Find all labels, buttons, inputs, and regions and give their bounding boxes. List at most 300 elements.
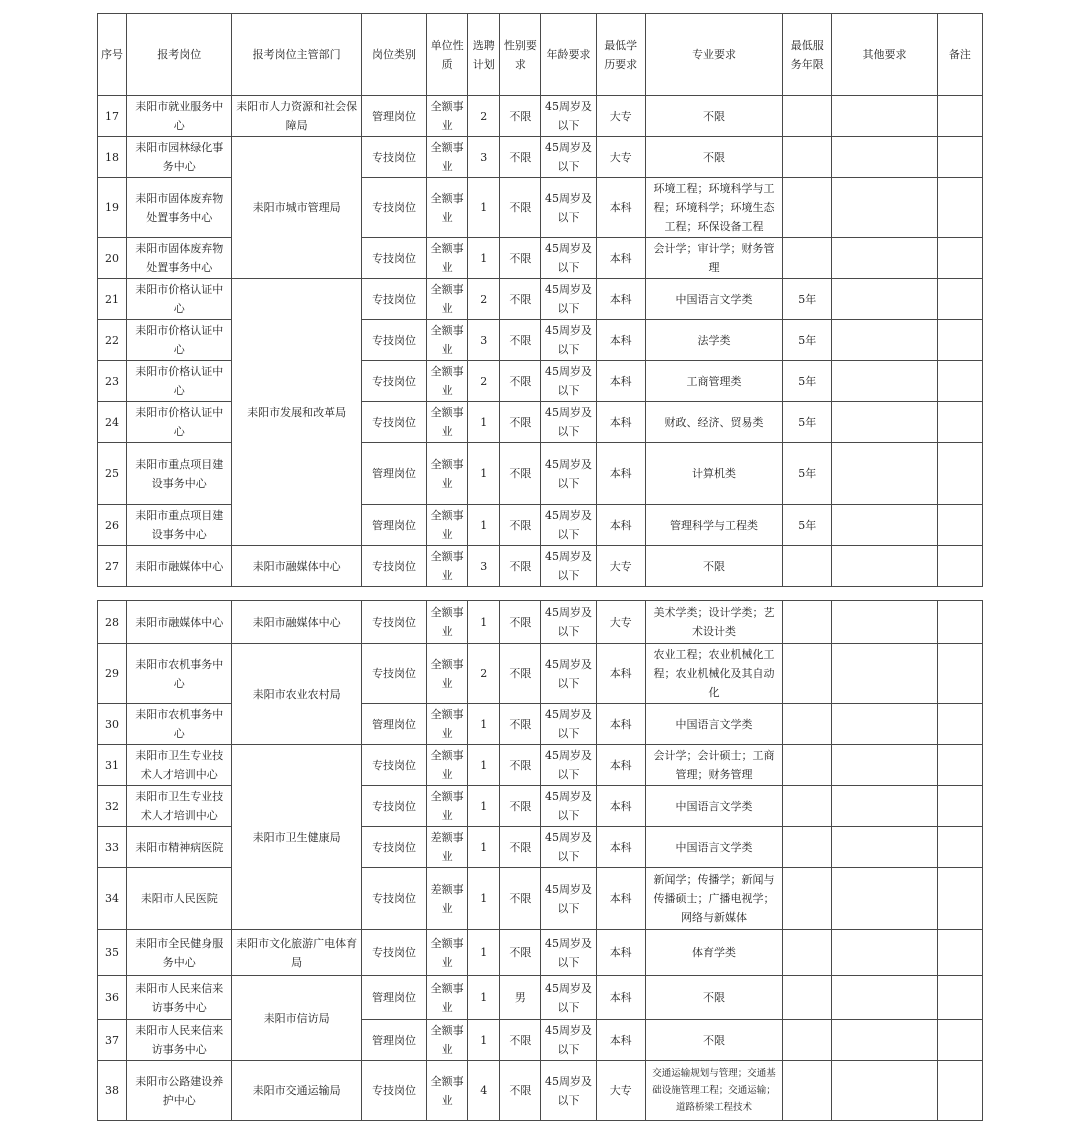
- cell-edu: 本科: [596, 868, 645, 930]
- cell-major: 农业工程；农业机械化工程；农业机械化及其自动化: [645, 644, 782, 704]
- header-cell: 报考岗位: [127, 14, 232, 96]
- cell-gender: 不限: [500, 745, 541, 786]
- cell-note: [937, 238, 982, 279]
- cell-type: 专技岗位: [361, 786, 426, 827]
- cell-other: [832, 402, 937, 443]
- cell-dept: 耒阳市交通运输局: [232, 1061, 361, 1121]
- cell-edu: 本科: [596, 361, 645, 402]
- cell-dept: 耒阳市融媒体中心: [232, 601, 361, 644]
- cell-type: 专技岗位: [361, 1061, 426, 1121]
- cell-service: [783, 786, 832, 827]
- cell-nature: 全额事业: [427, 96, 468, 137]
- cell-type: 管理岗位: [361, 1020, 426, 1061]
- cell-plan: 1: [468, 402, 500, 443]
- cell-type: 专技岗位: [361, 320, 426, 361]
- cell-no: 22: [98, 320, 127, 361]
- header-cell: 最低学历要求: [596, 14, 645, 96]
- cell-nature: 全额事业: [427, 1020, 468, 1061]
- cell-gender: 不限: [500, 546, 541, 587]
- cell-age: 45周岁及以下: [541, 976, 596, 1020]
- cell-other: [832, 279, 937, 320]
- cell-gender: 不限: [500, 137, 541, 178]
- cell-nature: 全额事业: [427, 546, 468, 587]
- cell-no: 34: [98, 868, 127, 930]
- cell-post: 耒阳市公路建设养护中心: [127, 1061, 232, 1121]
- cell-edu: 大专: [596, 96, 645, 137]
- cell-service: 5年: [783, 443, 832, 505]
- cell-major: 中国语言文学类: [645, 704, 782, 745]
- header-cell: 其他要求: [832, 14, 937, 96]
- cell-nature: 全额事业: [427, 745, 468, 786]
- cell-note: [937, 704, 982, 745]
- cell-note: [937, 1061, 982, 1121]
- cell-note: [937, 546, 982, 587]
- cell-post: 耒阳市就业服务中心: [127, 96, 232, 137]
- cell-plan: 1: [468, 745, 500, 786]
- cell-plan: 1: [468, 930, 500, 976]
- cell-service: [783, 1061, 832, 1121]
- cell-service: 5年: [783, 320, 832, 361]
- cell-note: [937, 976, 982, 1020]
- header-cell: 报考岗位主管部门: [232, 14, 361, 96]
- cell-edu: 本科: [596, 704, 645, 745]
- cell-no: 19: [98, 178, 127, 238]
- cell-service: [783, 827, 832, 868]
- cell-service: [783, 644, 832, 704]
- cell-post: 耒阳市价格认证中心: [127, 361, 232, 402]
- cell-major: 不限: [645, 546, 782, 587]
- cell-service: [783, 601, 832, 644]
- cell-post: 耒阳市精神病医院: [127, 827, 232, 868]
- cell-type: 专技岗位: [361, 546, 426, 587]
- table-row: [98, 505, 983, 546]
- cell-no: 32: [98, 786, 127, 827]
- cell-gender: 不限: [500, 786, 541, 827]
- cell-type: 专技岗位: [361, 238, 426, 279]
- cell-type: 专技岗位: [361, 644, 426, 704]
- cell-age: 45周岁及以下: [541, 96, 596, 137]
- cell-gender: 不限: [500, 96, 541, 137]
- cell-note: [937, 361, 982, 402]
- cell-nature: 全额事业: [427, 930, 468, 976]
- cell-service: [783, 704, 832, 745]
- cell-other: [832, 976, 937, 1020]
- cell-nature: 全额事业: [427, 178, 468, 238]
- cell-post: 耒阳市价格认证中心: [127, 320, 232, 361]
- cell-post: 耒阳市价格认证中心: [127, 402, 232, 443]
- cell-nature: 差额事业: [427, 868, 468, 930]
- cell-edu: 本科: [596, 1020, 645, 1061]
- cell-service: [783, 238, 832, 279]
- cell-gender: 不限: [500, 827, 541, 868]
- cell-post: 耒阳市融媒体中心: [127, 601, 232, 644]
- cell-note: [937, 1020, 982, 1061]
- cell-age: 45周岁及以下: [541, 443, 596, 505]
- cell-service: [783, 96, 832, 137]
- cell-nature: 全额事业: [427, 443, 468, 505]
- recruitment-table-part-1: [97, 13, 983, 587]
- cell-major: 不限: [645, 1020, 782, 1061]
- cell-no: 27: [98, 546, 127, 587]
- cell-age: 45周岁及以下: [541, 178, 596, 238]
- recruitment-table-part-2: [97, 600, 983, 1121]
- cell-gender: 不限: [500, 644, 541, 704]
- cell-nature: 全额事业: [427, 644, 468, 704]
- cell-no: 26: [98, 505, 127, 546]
- table-row: [98, 644, 983, 704]
- cell-post: 耒阳市人民医院: [127, 868, 232, 930]
- cell-plan: 1: [468, 505, 500, 546]
- cell-major: 不限: [645, 137, 782, 178]
- cell-type: 专技岗位: [361, 361, 426, 402]
- cell-note: [937, 178, 982, 238]
- cell-edu: 大专: [596, 546, 645, 587]
- cell-service: [783, 976, 832, 1020]
- cell-note: [937, 320, 982, 361]
- cell-nature: 差额事业: [427, 827, 468, 868]
- cell-edu: 本科: [596, 443, 645, 505]
- header-cell: 序号: [98, 14, 127, 96]
- cell-edu: 本科: [596, 178, 645, 238]
- cell-edu: 本科: [596, 279, 645, 320]
- cell-age: 45周岁及以下: [541, 1020, 596, 1061]
- header-cell: 专业要求: [645, 14, 782, 96]
- table-row: [98, 827, 983, 868]
- cell-post: 耒阳市重点项目建设事务中心: [127, 443, 232, 505]
- cell-major: 计算机类: [645, 443, 782, 505]
- cell-other: [832, 1061, 937, 1121]
- cell-edu: 本科: [596, 976, 645, 1020]
- cell-nature: 全额事业: [427, 786, 468, 827]
- table-row: [98, 601, 983, 644]
- cell-other: [832, 320, 937, 361]
- cell-other: [832, 704, 937, 745]
- cell-major: 美术学类；设计学类；艺术设计类: [645, 601, 782, 644]
- cell-other: [832, 1020, 937, 1061]
- cell-edu: 本科: [596, 402, 645, 443]
- cell-type: 专技岗位: [361, 279, 426, 320]
- table-row: [98, 786, 983, 827]
- cell-gender: 不限: [500, 868, 541, 930]
- cell-other: [832, 238, 937, 279]
- cell-type: 管理岗位: [361, 505, 426, 546]
- cell-no: 29: [98, 644, 127, 704]
- cell-gender: 不限: [500, 279, 541, 320]
- cell-major: 中国语言文学类: [645, 827, 782, 868]
- cell-other: [832, 601, 937, 644]
- cell-plan: 1: [468, 443, 500, 505]
- cell-plan: 2: [468, 644, 500, 704]
- cell-major: 会计学；会计硕士；工商管理；财务管理: [645, 745, 782, 786]
- cell-edu: 本科: [596, 238, 645, 279]
- cell-post: 耒阳市重点项目建设事务中心: [127, 505, 232, 546]
- table-row: [98, 137, 983, 178]
- table-row: [98, 868, 983, 930]
- header-cell: 最低服务年限: [783, 14, 832, 96]
- cell-post: 耒阳市人民来信来访事务中心: [127, 1020, 232, 1061]
- cell-plan: 1: [468, 786, 500, 827]
- cell-no: 30: [98, 704, 127, 745]
- cell-nature: 全额事业: [427, 1061, 468, 1121]
- cell-service: [783, 745, 832, 786]
- cell-nature: 全额事业: [427, 137, 468, 178]
- cell-gender: 不限: [500, 178, 541, 238]
- cell-edu: 本科: [596, 930, 645, 976]
- cell-gender: 不限: [500, 930, 541, 976]
- cell-nature: 全额事业: [427, 704, 468, 745]
- cell-plan: 1: [468, 178, 500, 238]
- cell-edu: 本科: [596, 827, 645, 868]
- cell-dept: 耒阳市人力资源和社会保障局: [232, 96, 361, 137]
- cell-nature: 全额事业: [427, 976, 468, 1020]
- cell-major: 管理科学与工程类: [645, 505, 782, 546]
- cell-no: 36: [98, 976, 127, 1020]
- cell-post: 耒阳市全民健身服务中心: [127, 930, 232, 976]
- table-row: [98, 745, 983, 786]
- cell-age: 45周岁及以下: [541, 1061, 596, 1121]
- cell-plan: 1: [468, 601, 500, 644]
- cell-edu: 本科: [596, 786, 645, 827]
- cell-note: [937, 505, 982, 546]
- cell-dept: 耒阳市农业农村局: [232, 644, 361, 745]
- cell-age: 45周岁及以下: [541, 546, 596, 587]
- cell-nature: 全额事业: [427, 238, 468, 279]
- header-cell: 备注: [937, 14, 982, 96]
- cell-post: 耒阳市园林绿化事务中心: [127, 137, 232, 178]
- cell-post: 耒阳市农机事务中心: [127, 644, 232, 704]
- cell-other: [832, 786, 937, 827]
- cell-age: 45周岁及以下: [541, 601, 596, 644]
- cell-gender: 男: [500, 976, 541, 1020]
- cell-edu: 大专: [596, 601, 645, 644]
- cell-other: [832, 443, 937, 505]
- cell-service: 5年: [783, 505, 832, 546]
- cell-other: [832, 930, 937, 976]
- header-cell: 单位性质: [427, 14, 468, 96]
- cell-no: 35: [98, 930, 127, 976]
- cell-age: 45周岁及以下: [541, 238, 596, 279]
- table-row: [98, 361, 983, 402]
- cell-note: [937, 786, 982, 827]
- cell-note: [937, 402, 982, 443]
- cell-major: 交通运输规划与管理；交通基础设施管理工程；交通运输；道路桥梁工程技术: [645, 1061, 782, 1121]
- header-cell: 岗位类别: [361, 14, 426, 96]
- cell-major: 中国语言文学类: [645, 279, 782, 320]
- cell-gender: 不限: [500, 1061, 541, 1121]
- cell-type: 专技岗位: [361, 178, 426, 238]
- cell-post: 耒阳市固体废弃物处置事务中心: [127, 238, 232, 279]
- header-cell: 年龄要求: [541, 14, 596, 96]
- cell-edu: 大专: [596, 137, 645, 178]
- cell-service: [783, 930, 832, 976]
- header-cell: 选聘计划: [468, 14, 500, 96]
- cell-other: [832, 361, 937, 402]
- table-row: [98, 546, 983, 587]
- cell-other: [832, 505, 937, 546]
- cell-age: 45周岁及以下: [541, 745, 596, 786]
- cell-age: 45周岁及以下: [541, 868, 596, 930]
- cell-edu: 本科: [596, 320, 645, 361]
- cell-type: 专技岗位: [361, 745, 426, 786]
- cell-type: 专技岗位: [361, 827, 426, 868]
- cell-nature: 全额事业: [427, 320, 468, 361]
- cell-dept: 耒阳市城市管理局: [232, 137, 361, 279]
- cell-note: [937, 930, 982, 976]
- cell-dept: 耒阳市融媒体中心: [232, 546, 361, 587]
- cell-note: [937, 745, 982, 786]
- cell-post: 耒阳市人民来信来访事务中心: [127, 976, 232, 1020]
- cell-dept: 耒阳市卫生健康局: [232, 745, 361, 930]
- cell-nature: 全额事业: [427, 279, 468, 320]
- cell-plan: 2: [468, 96, 500, 137]
- cell-age: 45周岁及以下: [541, 320, 596, 361]
- cell-no: 33: [98, 827, 127, 868]
- cell-type: 管理岗位: [361, 976, 426, 1020]
- cell-service: [783, 1020, 832, 1061]
- cell-age: 45周岁及以下: [541, 361, 596, 402]
- cell-other: [832, 546, 937, 587]
- table-row: [98, 1061, 983, 1121]
- cell-major: 中国语言文学类: [645, 786, 782, 827]
- cell-plan: 2: [468, 279, 500, 320]
- cell-plan: 1: [468, 827, 500, 868]
- cell-major: 环境工程；环境科学与工程；环境科学；环境生态工程；环保设备工程: [645, 178, 782, 238]
- table-row: [98, 443, 983, 505]
- cell-no: 21: [98, 279, 127, 320]
- cell-plan: 3: [468, 546, 500, 587]
- cell-other: [832, 745, 937, 786]
- table-row: [98, 930, 983, 976]
- cell-type: 专技岗位: [361, 930, 426, 976]
- cell-major: 财政、经济、贸易类: [645, 402, 782, 443]
- cell-no: 17: [98, 96, 127, 137]
- cell-major: 不限: [645, 976, 782, 1020]
- cell-no: 20: [98, 238, 127, 279]
- cell-dept: 耒阳市文化旅游广电体育局: [232, 930, 361, 976]
- cell-post: 耒阳市固体废弃物处置事务中心: [127, 178, 232, 238]
- cell-service: 5年: [783, 361, 832, 402]
- cell-gender: 不限: [500, 505, 541, 546]
- cell-post: 耒阳市价格认证中心: [127, 279, 232, 320]
- cell-type: 专技岗位: [361, 868, 426, 930]
- cell-other: [832, 868, 937, 930]
- table-row: [98, 1020, 983, 1061]
- cell-type: 专技岗位: [361, 137, 426, 178]
- cell-gender: 不限: [500, 402, 541, 443]
- table-row: [98, 976, 983, 1020]
- cell-gender: 不限: [500, 601, 541, 644]
- cell-other: [832, 137, 937, 178]
- cell-age: 45周岁及以下: [541, 704, 596, 745]
- cell-note: [937, 644, 982, 704]
- cell-plan: 1: [468, 976, 500, 1020]
- cell-plan: 1: [468, 868, 500, 930]
- header-cell: 性别要求: [500, 14, 541, 96]
- cell-major: 会计学；审计学；财务管理: [645, 238, 782, 279]
- cell-post: 耒阳市卫生专业技术人才培训中心: [127, 745, 232, 786]
- cell-plan: 3: [468, 137, 500, 178]
- cell-no: 31: [98, 745, 127, 786]
- cell-dept: 耒阳市发展和改革局: [232, 279, 361, 546]
- cell-major: 新闻学；传播学；新闻与传播硕士；广播电视学；网络与新媒体: [645, 868, 782, 930]
- cell-service: 5年: [783, 279, 832, 320]
- cell-age: 45周岁及以下: [541, 644, 596, 704]
- cell-service: [783, 178, 832, 238]
- cell-note: [937, 827, 982, 868]
- cell-service: [783, 868, 832, 930]
- cell-plan: 1: [468, 1020, 500, 1061]
- cell-no: 38: [98, 1061, 127, 1121]
- cell-gender: 不限: [500, 361, 541, 402]
- cell-no: 18: [98, 137, 127, 178]
- table-row: [98, 320, 983, 361]
- cell-type: 管理岗位: [361, 704, 426, 745]
- cell-edu: 大专: [596, 1061, 645, 1121]
- cell-plan: 4: [468, 1061, 500, 1121]
- cell-age: 45周岁及以下: [541, 786, 596, 827]
- cell-service: 5年: [783, 402, 832, 443]
- cell-no: 24: [98, 402, 127, 443]
- cell-other: [832, 827, 937, 868]
- cell-type: 管理岗位: [361, 96, 426, 137]
- cell-gender: 不限: [500, 320, 541, 361]
- cell-edu: 本科: [596, 644, 645, 704]
- cell-nature: 全额事业: [427, 361, 468, 402]
- cell-other: [832, 96, 937, 137]
- cell-note: [937, 96, 982, 137]
- cell-type: 管理岗位: [361, 443, 426, 505]
- cell-post: 耒阳市卫生专业技术人才培训中心: [127, 786, 232, 827]
- cell-major: 体育学类: [645, 930, 782, 976]
- cell-major: 不限: [645, 96, 782, 137]
- cell-no: 37: [98, 1020, 127, 1061]
- cell-service: [783, 546, 832, 587]
- cell-other: [832, 644, 937, 704]
- table-row: [98, 402, 983, 443]
- table-row: [98, 238, 983, 279]
- cell-age: 45周岁及以下: [541, 505, 596, 546]
- cell-age: 45周岁及以下: [541, 279, 596, 320]
- table-row: [98, 279, 983, 320]
- cell-plan: 1: [468, 704, 500, 745]
- cell-no: 25: [98, 443, 127, 505]
- cell-no: 28: [98, 601, 127, 644]
- table-row: [98, 704, 983, 745]
- cell-edu: 本科: [596, 505, 645, 546]
- cell-gender: 不限: [500, 238, 541, 279]
- cell-plan: 3: [468, 320, 500, 361]
- cell-major: 工商管理类: [645, 361, 782, 402]
- cell-other: [832, 178, 937, 238]
- cell-no: 23: [98, 361, 127, 402]
- cell-plan: 2: [468, 361, 500, 402]
- cell-dept: 耒阳市信访局: [232, 976, 361, 1061]
- header-row: [98, 14, 983, 96]
- cell-age: 45周岁及以下: [541, 930, 596, 976]
- cell-service: [783, 137, 832, 178]
- cell-edu: 本科: [596, 745, 645, 786]
- cell-type: 专技岗位: [361, 601, 426, 644]
- cell-nature: 全额事业: [427, 601, 468, 644]
- cell-note: [937, 601, 982, 644]
- cell-gender: 不限: [500, 443, 541, 505]
- cell-age: 45周岁及以下: [541, 827, 596, 868]
- cell-note: [937, 868, 982, 930]
- cell-type: 专技岗位: [361, 402, 426, 443]
- cell-plan: 1: [468, 238, 500, 279]
- cell-note: [937, 279, 982, 320]
- cell-nature: 全额事业: [427, 505, 468, 546]
